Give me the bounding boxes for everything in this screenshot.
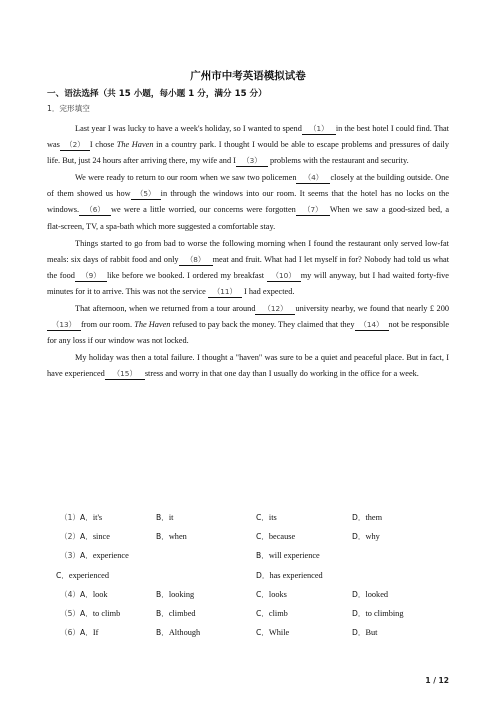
option-text: will experience	[268, 551, 320, 561]
option-text: to climbing	[365, 608, 404, 618]
option-choice[interactable]	[256, 531, 295, 542]
blank-10: （10）	[267, 270, 301, 282]
option-text: look	[92, 589, 108, 599]
option-letter: B．	[156, 628, 169, 638]
option-choice[interactable]	[256, 608, 288, 619]
passage-text: closely at the building outside. One of them showed us how	[47, 173, 449, 199]
option-letter: B．	[156, 608, 169, 618]
option-choice[interactable]	[60, 512, 102, 523]
passage-text: in a country park. I thought I would be able to escape problems and pressures of daily life. But, just 24 hours after arriving there, my wife and I	[47, 140, 449, 166]
paragraph-1	[47, 121, 449, 169]
passage-text: Last year I was lucky to have a week's holiday, so I wanted to spend	[75, 124, 302, 133]
option-choice[interactable]	[256, 570, 323, 581]
blank-6: （6）	[79, 204, 111, 216]
passage-text: refused to pay back the money. They claimed that they	[170, 320, 355, 330]
option-row	[60, 625, 460, 644]
passage-text: my will anyway, but I had waited forty-five minutes for it to arrive. This was not the service	[47, 270, 449, 296]
option-text: why	[365, 532, 380, 542]
option-row	[60, 548, 460, 567]
page-title: 广州市中考英语模拟试卷	[190, 70, 306, 82]
blank-8: （8）	[179, 254, 213, 266]
blank-3: （3）	[236, 155, 268, 167]
option-letter: A．	[80, 513, 93, 522]
option-choice[interactable]	[60, 531, 110, 542]
answer-options	[56, 510, 460, 644]
option-choice[interactable]	[60, 550, 129, 561]
blank-12: （12）	[255, 303, 295, 315]
option-letter: A．	[80, 532, 93, 542]
option-row	[60, 529, 460, 548]
option-choice[interactable]	[60, 608, 120, 619]
option-row	[60, 587, 460, 606]
option-letter: D．	[352, 589, 366, 599]
option-choice[interactable]	[156, 589, 194, 600]
option-text: Although	[168, 628, 201, 638]
blank-11: （11）	[208, 286, 242, 298]
passage-text: like before we booked. I ordered my breakfast	[106, 270, 265, 280]
option-text: because	[268, 532, 296, 542]
option-letter: D．	[352, 628, 366, 638]
option-letter: C．	[256, 628, 269, 638]
option-choice[interactable]	[56, 570, 109, 581]
option-letter: C．	[256, 608, 269, 618]
passage-text: we were a little worried, our concerns were forgotten	[111, 205, 296, 215]
option-text: has experienced	[269, 570, 323, 580]
passage-text: meat and fruit. What had I let myself in for? Nobody had told us what the food	[47, 254, 449, 280]
option-letter: D．	[352, 513, 366, 522]
option-choice[interactable]	[256, 589, 287, 600]
blank-1: （1）	[302, 123, 336, 135]
option-text: But	[365, 628, 378, 638]
option-letter: B．	[256, 551, 269, 561]
option-question-number: （6）	[60, 628, 81, 638]
option-text: to climb	[92, 608, 121, 618]
option-row	[56, 568, 460, 587]
passage-text: When we saw a good-sized bed, a flat-screen, TV, a spa-bath which more suggested a comfortable stay.	[47, 205, 449, 231]
option-text: If	[92, 628, 99, 638]
option-text: experienced	[68, 570, 109, 580]
hotel-name: The Haven	[134, 320, 171, 330]
option-row	[60, 606, 460, 625]
option-choice[interactable]	[156, 608, 196, 619]
option-choice[interactable]	[60, 627, 98, 638]
hotel-name: The Haven	[116, 140, 154, 150]
option-text: looking	[168, 589, 195, 599]
passage-text: That afternoon, when we returned from a tour around	[75, 304, 256, 314]
option-text: it	[168, 513, 174, 522]
blank-14: （14）	[355, 319, 389, 331]
option-letter: B．	[156, 513, 169, 522]
option-choice[interactable]	[352, 608, 403, 619]
paragraph-3	[47, 236, 449, 300]
option-choice[interactable]	[352, 589, 388, 600]
passage-text: My holiday was then a total failure. I thought a "haven" was sure to be a quiet and peaceful place. But in fact, I have experienced	[47, 353, 449, 379]
paragraph-2	[47, 170, 449, 234]
option-letter: C．	[256, 513, 269, 522]
blank-7: （7）	[296, 204, 330, 216]
page-number: 1 / 12	[425, 676, 449, 685]
option-letter: A．	[80, 551, 93, 561]
blank-15: （15）	[105, 368, 145, 380]
option-question-number: （1）	[60, 513, 81, 522]
option-letter: D．	[256, 570, 270, 580]
option-text: While	[268, 628, 290, 638]
option-choice[interactable]	[256, 550, 320, 561]
passage-text: problems with the restaurant and security.	[270, 156, 409, 166]
passage-text: from our room.	[81, 320, 135, 330]
option-letter: D．	[352, 608, 366, 618]
option-text: since	[92, 532, 110, 542]
option-choice[interactable]	[352, 512, 382, 523]
passage-text: not be responsible for any loss if our window was not locked.	[47, 320, 450, 346]
option-text: climb	[268, 608, 288, 618]
option-letter: B．	[156, 532, 169, 542]
passage-text: Things started to go from bad to worse the following morning when I found the restaurant only served low-fat meals: six days of rabbit food and only	[47, 238, 449, 264]
option-letter: C．	[256, 532, 269, 542]
option-choice[interactable]	[352, 627, 377, 638]
option-row	[60, 510, 460, 529]
option-question-number: （2）	[60, 532, 81, 542]
option-text: climbed	[168, 608, 196, 618]
option-choice[interactable]	[156, 531, 187, 542]
option-question-number: （3）	[60, 551, 81, 561]
option-question-number: （4）	[60, 589, 81, 599]
option-text: looks	[268, 589, 287, 599]
blank-5: （5）	[131, 188, 161, 200]
passage-text: I had expected.	[244, 286, 295, 296]
option-choice[interactable]	[256, 627, 289, 638]
option-text: its	[268, 513, 277, 522]
passage-text: in through the windows into our room. It seems that the hotel has no locks on the windows.	[47, 189, 450, 215]
option-letter: B．	[156, 589, 169, 599]
option-letter: A．	[80, 628, 93, 638]
option-text: when	[168, 532, 187, 542]
blank-13: （13）	[47, 319, 81, 331]
option-choice[interactable]	[352, 531, 380, 542]
option-letter: D．	[352, 532, 366, 542]
option-letter: C．	[56, 570, 69, 580]
blank-4: （4）	[296, 172, 330, 184]
blank-9: （9）	[75, 270, 107, 282]
passage-text: in the best hotel I could find. That was	[47, 124, 449, 150]
section-heading: 一、语法选择（共 15 小题，每小题 1 分，满分 15 分）	[47, 89, 267, 99]
option-choice[interactable]	[60, 589, 108, 600]
option-question-number: （5）	[60, 608, 81, 618]
option-choice[interactable]	[256, 512, 277, 523]
question-subheading: 1．完形填空	[47, 104, 90, 113]
option-letter: C．	[256, 589, 269, 599]
blank-2: （2）	[60, 139, 90, 151]
option-text: them	[365, 513, 383, 522]
option-choice[interactable]	[156, 627, 200, 638]
option-choice[interactable]	[156, 512, 173, 523]
option-letter: A．	[80, 589, 93, 599]
paragraph-4	[47, 301, 449, 349]
passage-text: stress and worry in that one day than I usually do working in the office for a week.	[144, 369, 419, 379]
paragraph-5	[47, 350, 449, 382]
option-text: experience	[92, 551, 129, 561]
cloze-passage	[47, 121, 449, 383]
option-text: looked	[365, 589, 389, 599]
option-text: it's	[92, 513, 103, 522]
passage-text: I chose	[89, 140, 117, 150]
option-letter: A．	[80, 608, 93, 618]
passage-text: university nearby, we found that nearly £ 200	[295, 304, 449, 314]
passage-text: We were ready to return to our room when we saw two policemen	[75, 173, 297, 183]
